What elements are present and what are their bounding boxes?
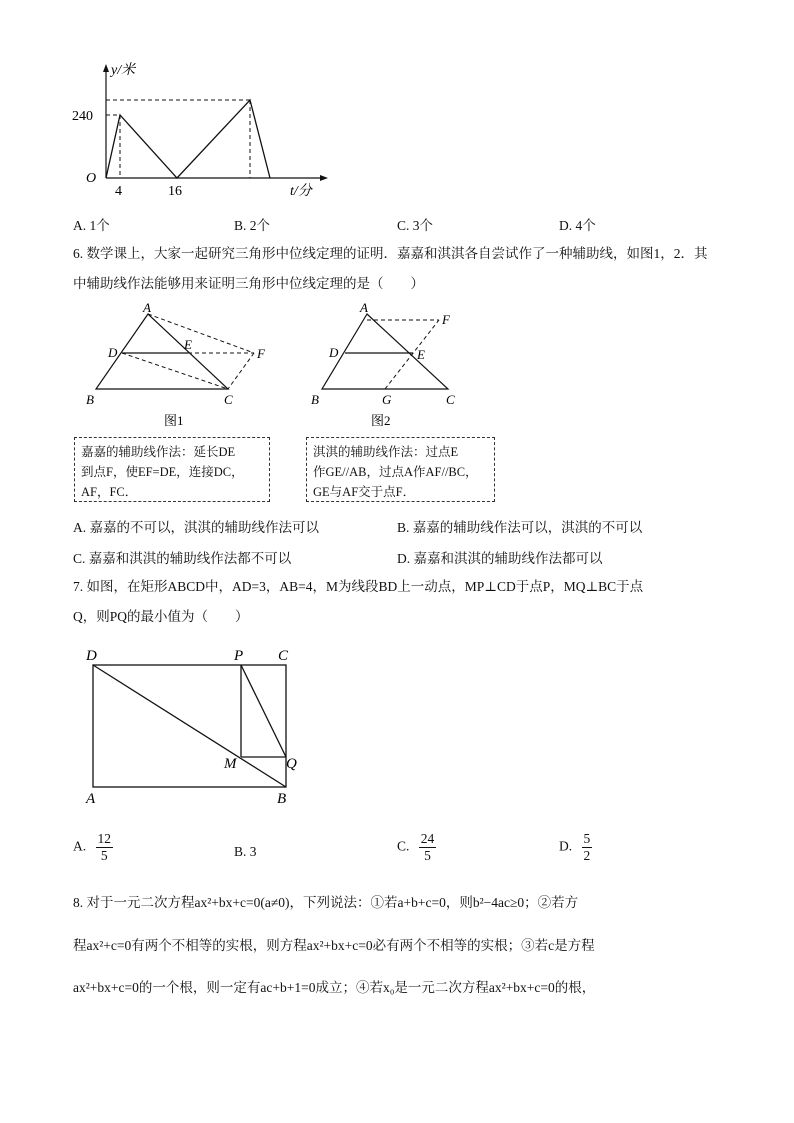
q7-stem-line1: 7. 如图，在矩形ABCD中，AD=3，AB=4，M为线段BD上一动点，MP⊥CD于点P，MQ⊥BC于点 [73, 579, 644, 594]
diagonal-bd [93, 665, 286, 787]
q7-option-c-num: 24 [420, 831, 435, 846]
figure-2 [305, 300, 475, 432]
label-f-2: F [442, 312, 450, 327]
label-e: E [184, 337, 192, 352]
label-b-2: B [311, 392, 319, 407]
q7-option-d-num: 5 [583, 831, 591, 846]
q8-stem-line3: ax²+bx+c=0的一个根，则一定有ac+b+1=0成立；④若x₀是一元二次方程ax²+bx+c=0的根， [73, 980, 596, 995]
label-c-q7: C [278, 648, 289, 664]
label-e-2: E [417, 347, 425, 362]
q8-stem-line2: 程ax²+c=0有两个不相等的实根，则方程ax²+bx+c=0必有两个不相等的实根；③若c是方程 [73, 938, 595, 953]
origin-label: O [86, 171, 97, 186]
q5-option-c[interactable]: C. 3个 [397, 218, 434, 233]
figure-1 [82, 300, 282, 432]
q7-option-d-den: 2 [583, 848, 591, 863]
rectangle-figure [80, 640, 310, 810]
label-q-q7: Q [286, 756, 297, 772]
q7-option-a-prefix: A. [73, 838, 87, 854]
label-p-q7: P [234, 648, 244, 664]
label-b: B [86, 392, 94, 407]
x-axis-arrow [320, 175, 328, 181]
q6-option-c[interactable]: C. 嘉嘉和淇淇的辅助线作法都不可以 [73, 551, 292, 566]
label-d: D [108, 345, 118, 360]
x-tick-16: 16 [168, 184, 182, 199]
fig1-caption: 图1 [164, 413, 184, 428]
q7-option-a-num: 12 [97, 831, 111, 846]
q6-option-b[interactable]: B. 嘉嘉的辅助线作法可以，淇淇的不可以 [397, 520, 643, 535]
jiajia-line3: AF，FC． [81, 485, 138, 499]
distance-time-graph [70, 58, 340, 203]
q7-option-a[interactable] [73, 831, 113, 864]
label-a-2: A [360, 300, 368, 315]
q7-option-d-fraction [582, 831, 593, 864]
q6-stem-line2: 中辅助线作法能够用来证明三角形中位线定理的是（ ） [73, 276, 424, 291]
label-m-q7: M [224, 756, 237, 772]
distance-curve [106, 100, 270, 178]
qiqi-line3: GE与AF交于点F． [313, 485, 416, 499]
jiajia-line2: 到点F，使EF=DE，连接DC， [81, 465, 244, 479]
x-tick-4: 4 [115, 184, 122, 199]
q7-option-d[interactable] [559, 831, 592, 864]
q5-option-b[interactable]: B. 2个 [234, 218, 271, 233]
segment-dc [122, 353, 228, 389]
label-a-q7: A [86, 791, 96, 807]
y-tick-240: 240 [72, 109, 93, 124]
y-axis-label: y/米 [111, 63, 136, 78]
label-d-q7: D [86, 648, 97, 664]
q5-option-a[interactable]: A. 1个 [73, 218, 110, 233]
q6-stem-line1: 6. 数学课上，大家一起研究三角形中位线定理的证明．嘉嘉和淇淇各自尝试作了一种辅助线，如图1，2．其 [73, 246, 708, 261]
label-b-q7: B [277, 791, 287, 807]
jiajia-line1: 嘉嘉的辅助线作法：延长DE [81, 445, 236, 459]
fig2-caption: 图2 [371, 413, 391, 428]
q6-option-d[interactable]: D. 嘉嘉和淇淇的辅助线作法都可以 [397, 551, 603, 566]
q6-option-a[interactable]: A. 嘉嘉的不可以，淇淇的辅助线作法可以 [73, 520, 319, 535]
triangle-abc-2 [322, 314, 448, 389]
label-g-2: G [382, 392, 392, 407]
segment-pq [241, 665, 286, 757]
q7-option-b[interactable]: B. 3 [234, 844, 257, 859]
segment-fc [228, 353, 254, 389]
q7-option-a-fraction [96, 831, 114, 864]
jiajia-method-box [74, 437, 270, 502]
segment-gf [385, 320, 439, 389]
y-axis-arrow [103, 64, 109, 72]
label-c-2: C [446, 392, 455, 407]
q7-option-c-fraction [419, 831, 437, 864]
label-c: C [224, 392, 233, 407]
q7-stem-line2: Q，则PQ的最小值为（ ） [73, 609, 249, 624]
q7-option-c-den: 5 [424, 848, 431, 863]
qiqi-method-box [306, 437, 495, 502]
label-d-2: D [329, 345, 339, 360]
q8-stem-line1: 8. 对于一元二次方程ax²+bx+c=0(a≠0)，下列说法：①若a+b+c=0，则b²−4ac≥0；②若方 [73, 895, 579, 910]
segment-af [148, 314, 254, 353]
q7-option-c[interactable] [397, 831, 436, 864]
q7-option-a-den: 5 [100, 848, 108, 863]
q5-option-d[interactable]: D. 4个 [559, 218, 596, 233]
label-a: A [143, 300, 151, 315]
x-axis-label: t/分 [290, 184, 312, 199]
q7-option-c-prefix: C. [397, 838, 410, 854]
label-f: F [257, 346, 265, 361]
q7-option-d-prefix: D. [559, 838, 573, 854]
qiqi-line1: 淇淇的辅助线作法：过点E [313, 445, 459, 459]
qiqi-line2: 作GE//AB，过点A作AF//BC， [313, 465, 478, 479]
